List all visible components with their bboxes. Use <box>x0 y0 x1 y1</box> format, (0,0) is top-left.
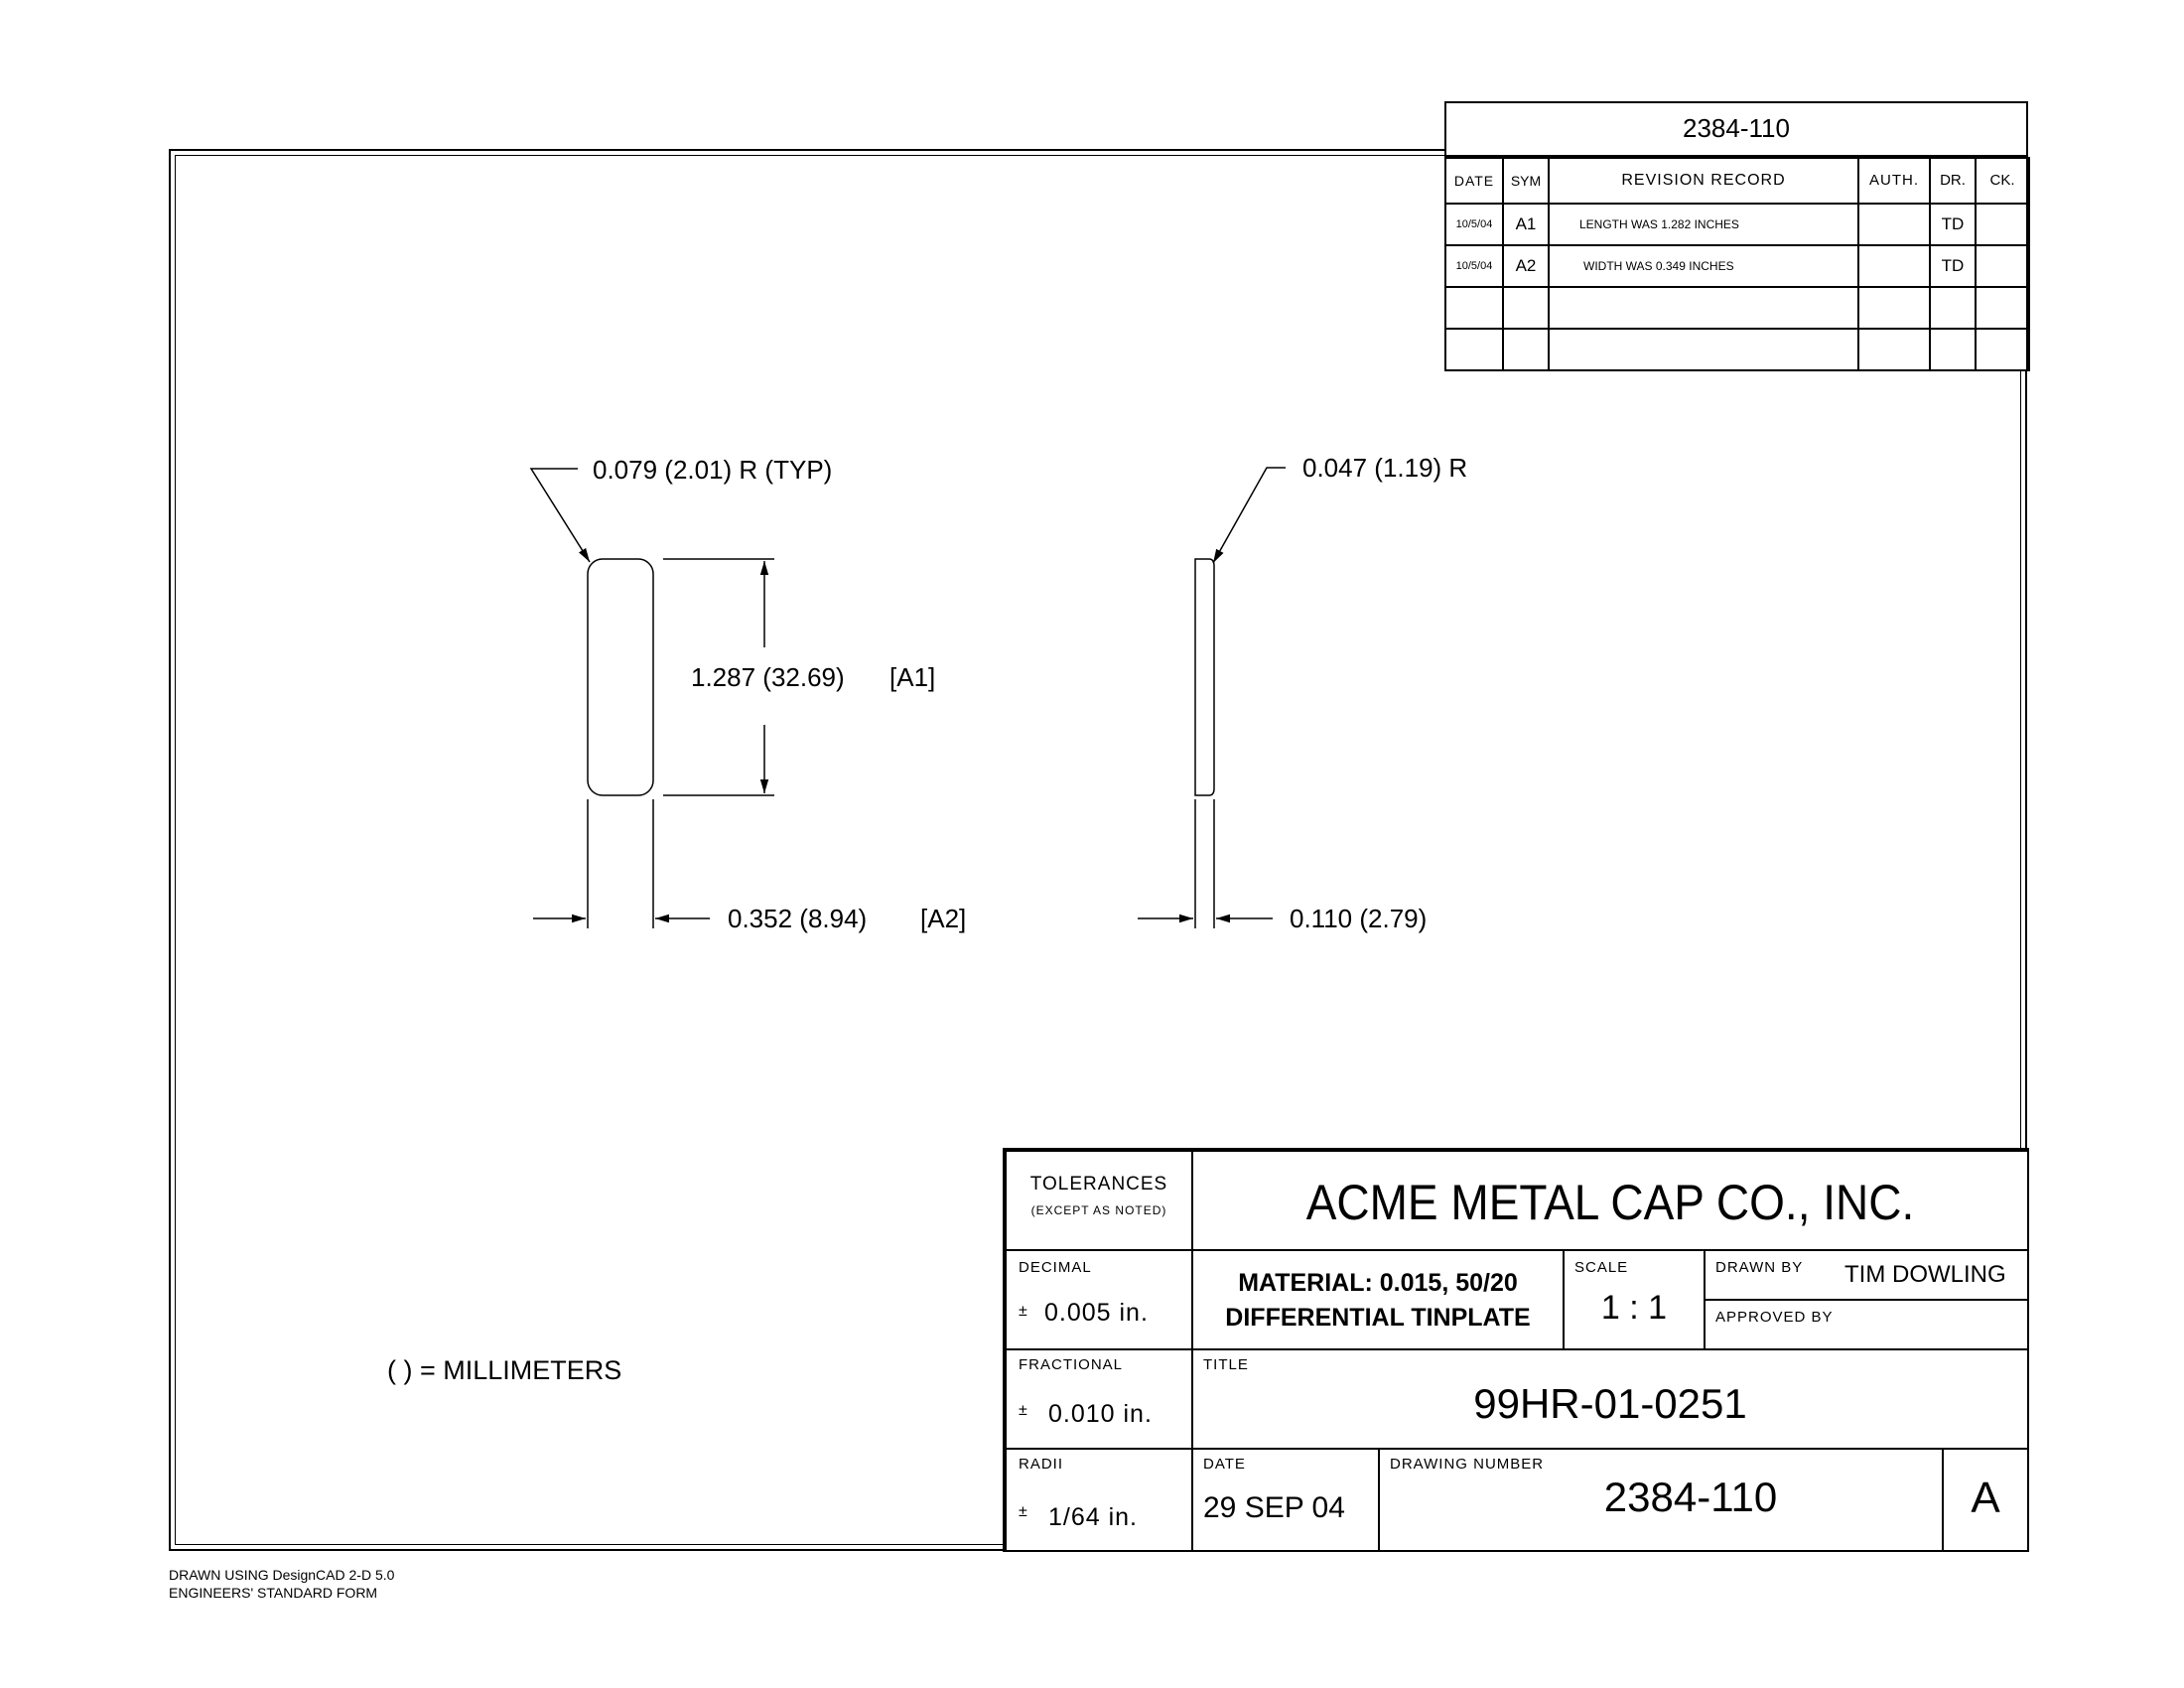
fractional-plus-minus: ± <box>1019 1402 1027 1419</box>
edge-radius-label: 0.047 (1.19) R <box>1302 453 1468 483</box>
rev-header-record: REVISION RECORD <box>1549 158 1858 204</box>
drawing-number-value: 2384-110 <box>1603 1474 1778 1520</box>
rev-date: 10/5/04 <box>1445 245 1503 287</box>
tolerances-cell <box>1005 1150 1193 1251</box>
decimal-plus-minus: ± <box>1019 1303 1027 1320</box>
scale-cell <box>1563 1249 1706 1350</box>
approved-by-cell <box>1704 1299 2029 1350</box>
drawing-number-cell <box>1378 1448 1944 1552</box>
material-line-2: DIFFERENTIAL TINPLATE <box>1225 1304 1531 1332</box>
approved-by-label: APPROVED BY <box>1715 1309 1834 1326</box>
rev-record: WIDTH WAS 0.349 INCHES <box>1549 245 1858 287</box>
company-name: ACME METAL CAP CO., INC. <box>1305 1175 1915 1230</box>
corner-radius-leader <box>531 469 590 562</box>
front-view-outline <box>588 559 653 795</box>
rev-dr: TD <box>1930 204 1976 245</box>
revision-part-number: 2384-110 <box>1683 113 1790 143</box>
width-label: 0.352 (8.94) <box>728 904 868 933</box>
decimal-value: 0.005 in. <box>1044 1299 1149 1327</box>
footer-form-note: ENGINEERS' STANDARD FORM <box>169 1585 378 1601</box>
fractional-label: FRACTIONAL <box>1019 1356 1124 1373</box>
rev-date: 10/5/04 <box>1445 204 1503 245</box>
decimal-label: DECIMAL <box>1019 1259 1092 1276</box>
material-line-1: MATERIAL: 0.015, 50/20 <box>1238 1269 1518 1297</box>
length-label: 1.287 (32.69) <box>691 662 845 692</box>
drawing-number-label: DRAWING NUMBER <box>1390 1456 1545 1473</box>
footer-software-note: DRAWN USING DesignCAD 2-D 5.0 <box>169 1567 395 1583</box>
tolerances-sublabel: (EXCEPT AS NOTED) <box>1030 1203 1167 1217</box>
title-cell <box>1191 1348 2029 1450</box>
drawn-by-value: TIM DOWLING <box>1844 1261 2006 1288</box>
date-value: 29 SEP 04 <box>1203 1491 1345 1524</box>
radii-plus-minus: ± <box>1019 1503 1027 1520</box>
rev-record: LENGTH WAS 1.282 INCHES <box>1549 204 1858 245</box>
date-label: DATE <box>1203 1456 1246 1473</box>
scale-value: 1 : 1 <box>1600 1289 1668 1327</box>
rev-sym: A1 <box>1503 204 1549 245</box>
rev-header-date: DATE <box>1445 158 1503 204</box>
radii-tolerance-cell <box>1005 1448 1193 1552</box>
title-label: TITLE <box>1203 1356 1249 1373</box>
radii-label: RADII <box>1019 1456 1064 1473</box>
rev-sym: A2 <box>1503 245 1549 287</box>
rev-header-auth: AUTH. <box>1858 158 1930 204</box>
fractional-value: 0.010 in. <box>1048 1400 1153 1428</box>
side-view-outline <box>1195 559 1214 795</box>
radii-value: 1/64 in. <box>1048 1503 1139 1531</box>
length-revision-tag: [A1] <box>889 662 936 692</box>
scale-label: SCALE <box>1574 1259 1629 1276</box>
revision-letter: A <box>1971 1474 2000 1522</box>
fractional-tolerance-cell <box>1005 1348 1193 1450</box>
drawn-by-cell <box>1704 1249 2029 1301</box>
rev-header-ck: CK. <box>1976 158 2029 204</box>
rev-dr: TD <box>1930 245 1976 287</box>
drawn-by-label: DRAWN BY <box>1715 1259 1804 1276</box>
units-note: ( ) = MILLIMETERS <box>387 1355 622 1385</box>
title-value: 99HR-01-0251 <box>1473 1380 1747 1427</box>
date-cell <box>1191 1448 1380 1552</box>
thickness-label: 0.110 (2.79) <box>1290 904 1428 933</box>
company-cell <box>1191 1150 2029 1251</box>
rev-header-dr: DR. <box>1930 158 1976 204</box>
width-revision-tag: [A2] <box>920 904 967 933</box>
material-cell <box>1191 1249 1565 1350</box>
revision-letter-cell <box>1942 1448 2029 1552</box>
rev-header-sym: SYM <box>1503 158 1549 204</box>
title-block <box>1003 1148 2029 1552</box>
tolerances-label: TOLERANCES <box>1029 1174 1168 1195</box>
decimal-tolerance-cell <box>1005 1249 1193 1350</box>
corner-radius-label: 0.079 (2.01) R (TYP) <box>593 455 833 485</box>
edge-radius-leader <box>1213 468 1286 563</box>
